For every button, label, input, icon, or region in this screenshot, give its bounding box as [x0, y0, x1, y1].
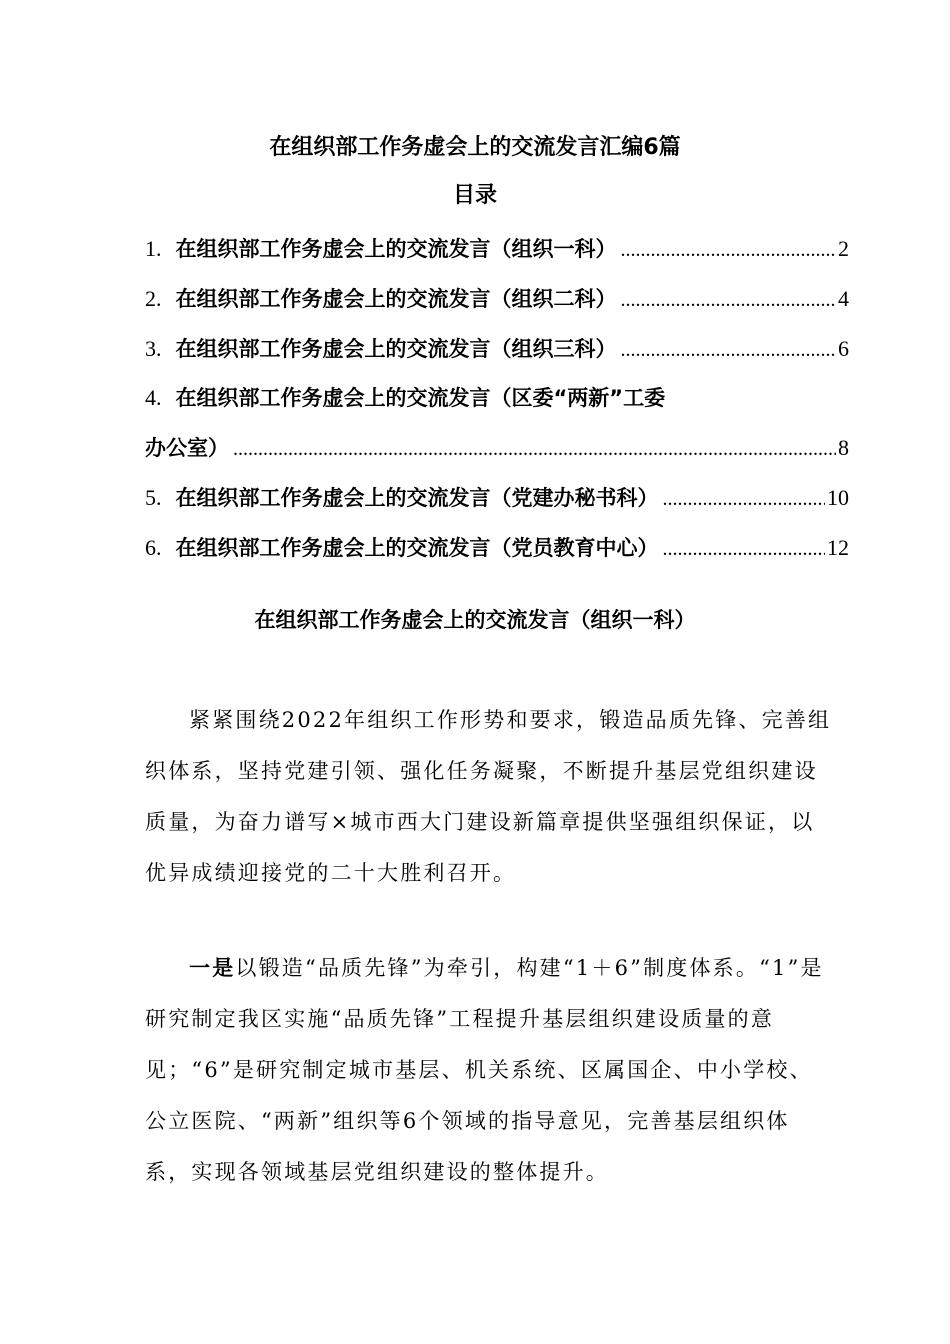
toc-entry-6[interactable]	[145, 531, 849, 565]
toc-entry-1[interactable]	[145, 232, 849, 266]
toc-page-number: 2	[838, 236, 849, 261]
body-paragraph-1	[145, 695, 835, 899]
toc-entry-4-continued[interactable]	[145, 431, 849, 465]
toc-heading: 目录	[452, 183, 497, 208]
toc-entry-4[interactable]	[145, 381, 849, 415]
toc-page-number: 8	[838, 435, 849, 460]
toc-leader-dots	[663, 482, 826, 516]
toc-page-number: 6	[838, 336, 849, 361]
toc-number: 3.	[145, 336, 162, 361]
document-title: 在组织部工作务虚会上的交流发言汇编6篇	[269, 135, 681, 160]
toc-number: 1.	[145, 236, 162, 261]
toc-entry-2[interactable]	[145, 282, 849, 316]
toc-title[interactable]: 在组织部工作务虚会上的交流发言（党员教育中心）	[175, 536, 659, 560]
toc-leader-dots	[663, 532, 826, 566]
toc-title-continued[interactable]: 办公室）	[145, 436, 229, 460]
section-title: 在组织部工作务虚会上的交流发言（组织一科）	[254, 608, 696, 632]
toc-page-number: 4	[838, 286, 849, 311]
toc-entry-5[interactable]	[145, 481, 849, 515]
toc-number: 6.	[145, 535, 162, 560]
toc-title[interactable]: 在组织部工作务虚会上的交流发言（党建办秘书科）	[175, 486, 659, 510]
toc-title[interactable]: 在组织部工作务虚会上的交流发言（区委“两新”工委	[175, 386, 666, 410]
toc-number: 2.	[145, 286, 162, 311]
paragraph-lead: 一是	[189, 956, 236, 980]
toc-leader-dots	[621, 333, 837, 367]
toc-title[interactable]: 在组织部工作务虚会上的交流发言（组织三科）	[175, 337, 617, 361]
toc-number: 4.	[145, 385, 162, 410]
toc-leader-dots	[233, 432, 836, 466]
toc-leader-dots	[621, 233, 837, 267]
toc-number: 5.	[145, 485, 162, 510]
toc-title[interactable]: 在组织部工作务虚会上的交流发言（组织二科）	[175, 287, 617, 311]
toc-page-number: 10	[827, 485, 849, 510]
toc-title[interactable]: 在组织部工作务虚会上的交流发言（组织一科）	[175, 237, 617, 261]
toc-page-number: 12	[827, 535, 849, 560]
paragraph-text: 紧紧围绕2022年组织工作形势和要求，锻造品质先锋、完善组织体系，坚持党建引领、强化任务凝聚，不断提升基层党组织建设质量，为奋力谱写×城市西大门建设新篇章提供坚强组织保证，以优异成绩迎接党的二十大胜利召开。	[145, 708, 832, 885]
paragraph-text: 以锻造“品质先锋”为牵引，构建“1＋6”制度体系。“1”是研究制定我区实施“品质先锋”工程提升基层组织建设质量的意见；“6”是研究制定城市基层、机关系统、区属国企、中小学校、公立医院、“两新”组织等6个领域的指导意见，完善基层组织体系，实现各领域基层党组织建设的整体提升。	[145, 956, 824, 1184]
toc-leader-dots	[621, 283, 837, 317]
body-paragraph-2	[145, 943, 835, 1198]
toc-entry-3[interactable]	[145, 332, 849, 366]
